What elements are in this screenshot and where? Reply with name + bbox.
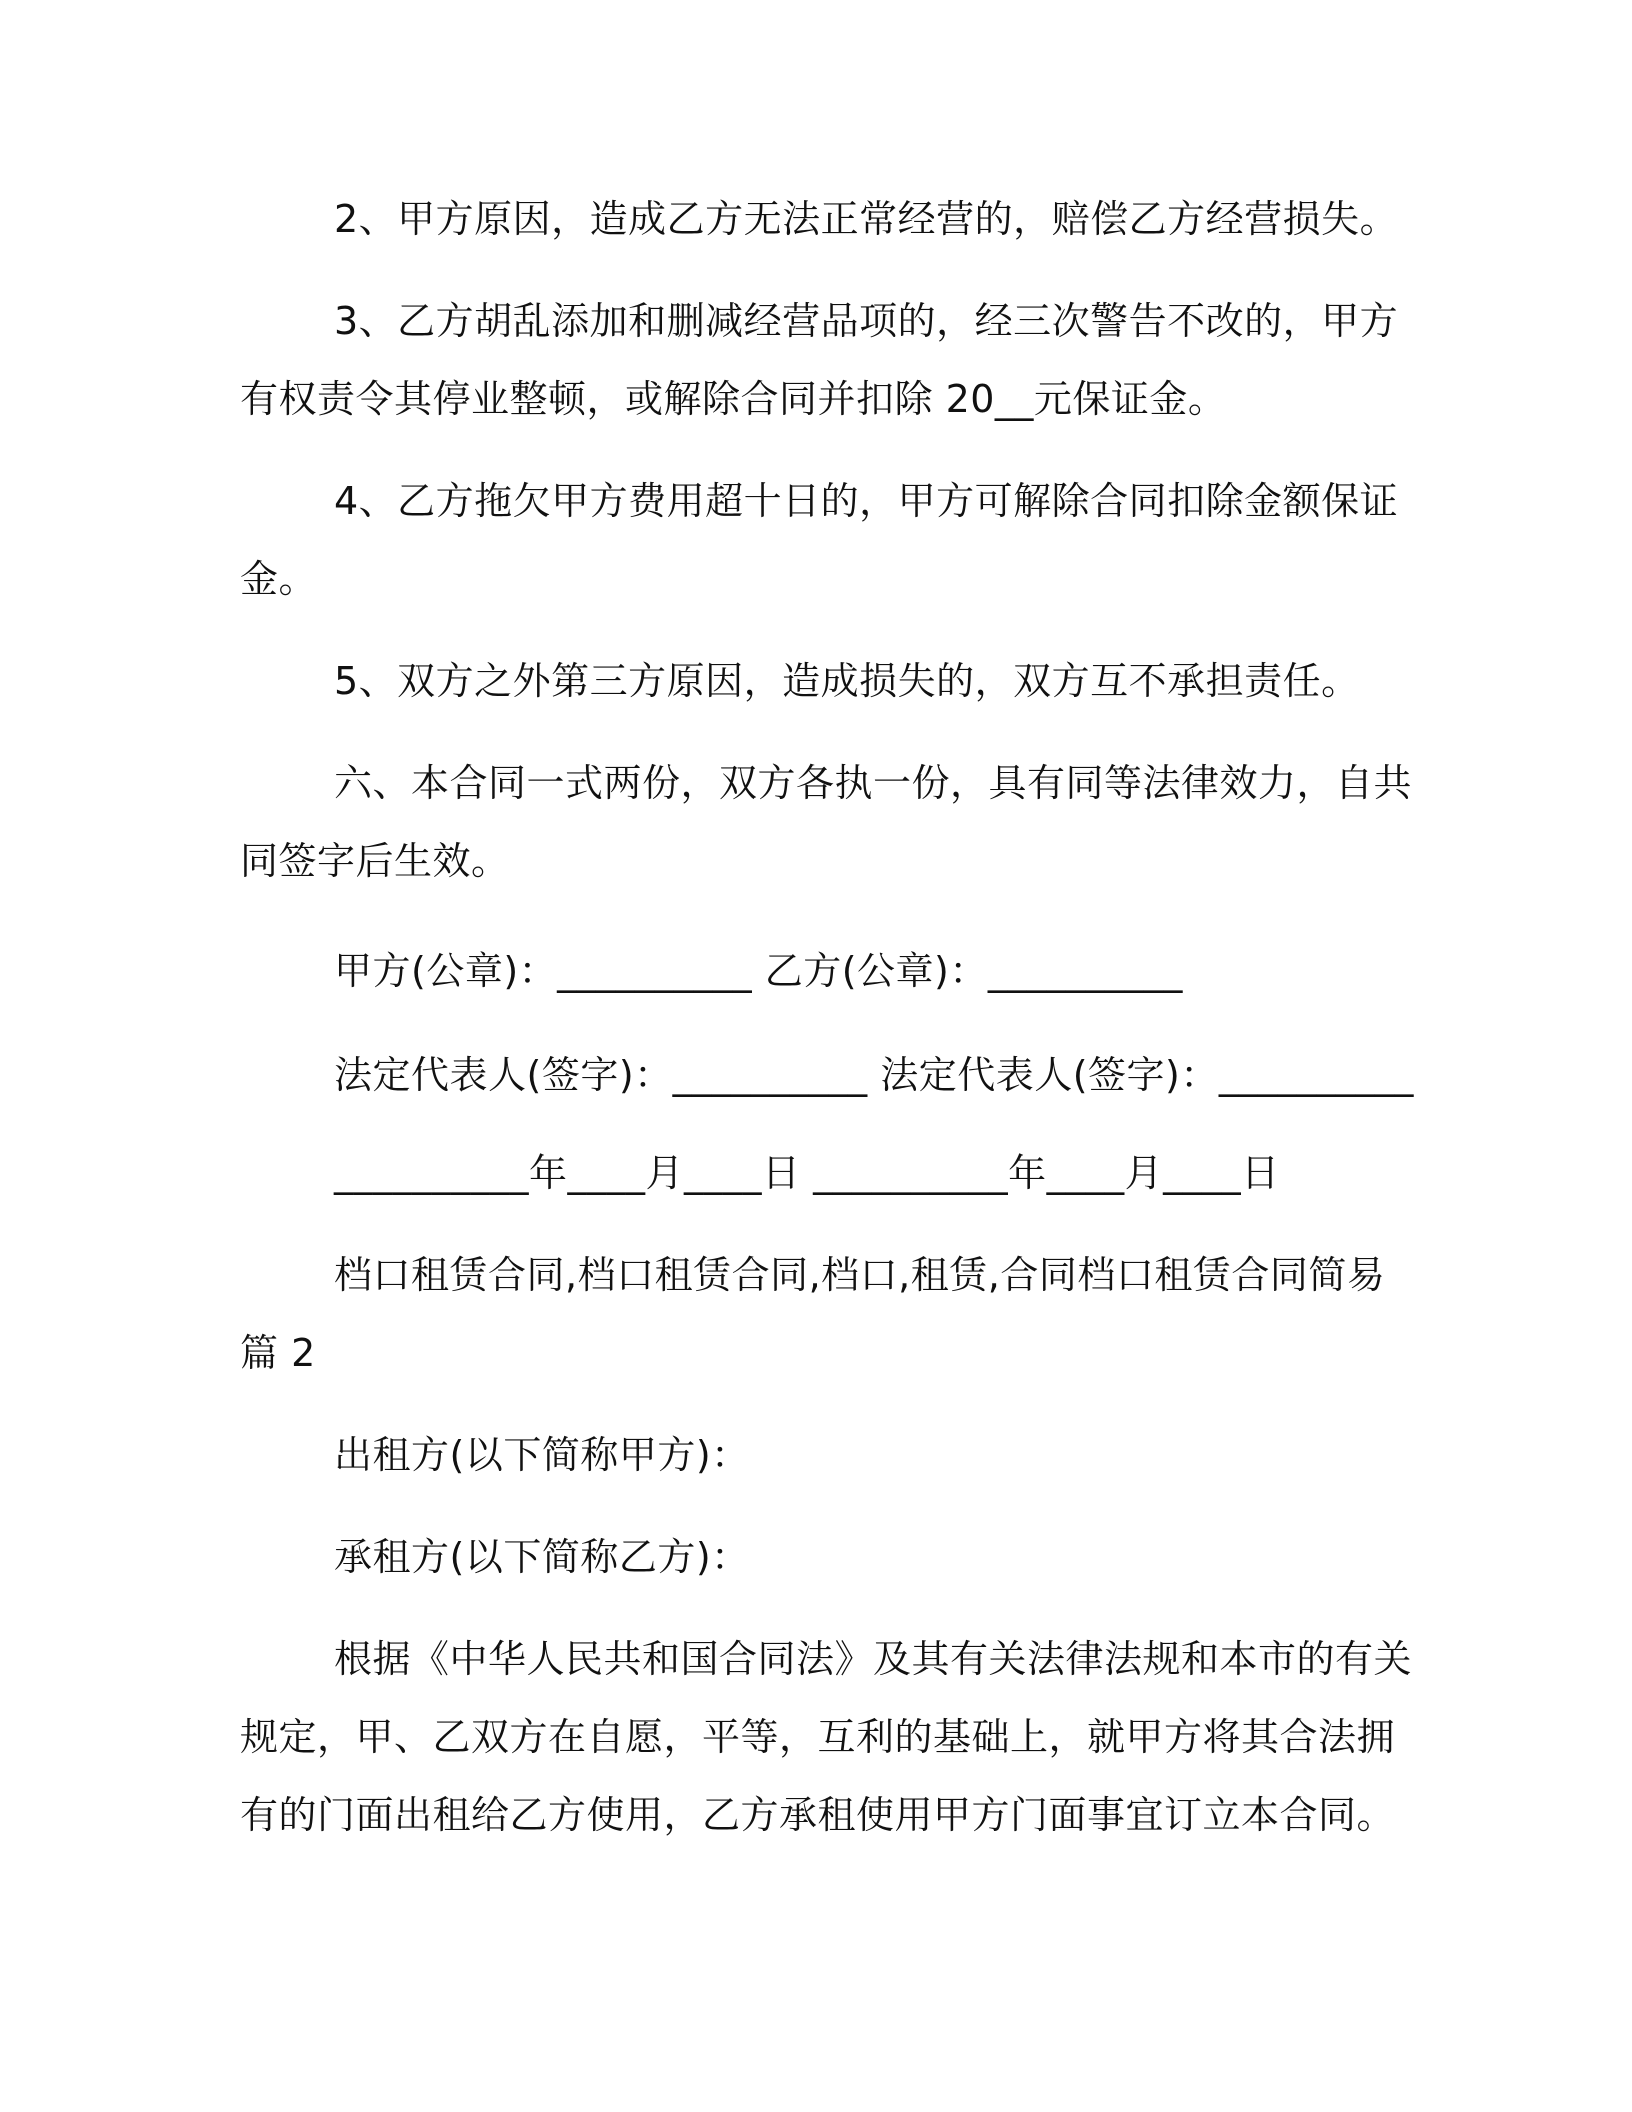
clause-3-line-1: 3、乙方胡乱添加和删减经营品项的，经三次警告不改的，甲方 — [334, 299, 1399, 343]
section-title-line-2: 篇 2 — [240, 1331, 316, 1375]
date-line: __________年____月____日 __________年____月____日 — [334, 1151, 1280, 1195]
preamble-line-1: 根据《中华人民共和国合同法》及其有关法律法规和本市的有关 — [334, 1637, 1413, 1681]
article-6-line-2: 同签字后生效。 — [240, 839, 510, 883]
clause-4-line-2: 金。 — [240, 557, 318, 601]
article-6-line-1: 六、本合同一式两份，双方各执一份，具有同等法律效力，自共 — [334, 761, 1413, 805]
lessee-line: 承租方(以下简称乙方)： — [334, 1535, 750, 1579]
signature-line: 法定代表人(签字)：__________ 法定代表人(签字)：__________ — [334, 1053, 1414, 1097]
clause-4-line-1: 4、乙方拖欠甲方费用超十日的，甲方可解除合同扣除金额保证 — [334, 479, 1399, 523]
clause-5: 5、双方之外第三方原因，造成损失的，双方互不承担责任。 — [334, 659, 1360, 703]
clause-2: 2、甲方原因，造成乙方无法正常经营的，赔偿乙方经营损失。 — [334, 197, 1399, 241]
preamble-line-2: 规定，甲、乙双方在自愿，平等，互利的基础上，就甲方将其合法拥 — [240, 1715, 1396, 1759]
seal-line: 甲方(公章)：__________ 乙方(公章)：__________ — [334, 949, 1183, 993]
preamble-line-3: 有的门面出租给乙方使用，乙方承租使用甲方门面事宜订立本合同。 — [240, 1793, 1396, 1837]
lessor-line: 出租方(以下简称甲方)： — [334, 1433, 750, 1477]
clause-3-line-2: 有权责令其停业整顿，或解除合同并扣除 20__元保证金。 — [240, 377, 1227, 421]
section-title-line-1: 档口租赁合同,档口租赁合同,档口,租赁,合同档口租赁合同简易 — [334, 1253, 1386, 1297]
